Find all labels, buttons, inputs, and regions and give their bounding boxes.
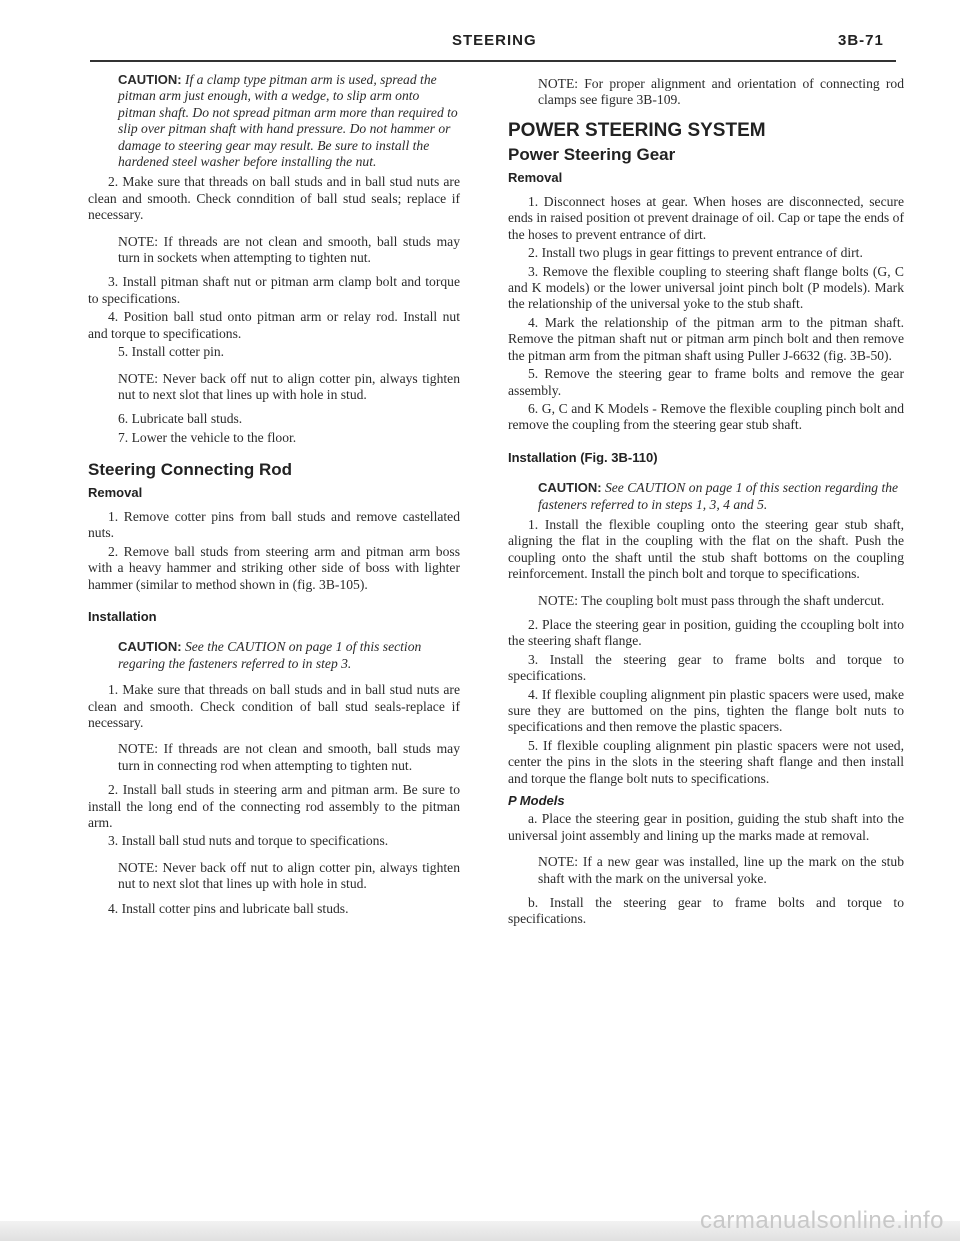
subsection-installation: Installation [88,608,157,624]
page-number: 3B-71 [838,32,884,49]
gear-installation-step-4: 4. If flexible coupling alignment pin plastic spacers were used, make sure they are buttomed on the pins, tighten the flange bolt nuts to specifications and then remove the plastic spacers. [508,686,904,735]
note-new-gear: NOTE: If a new gear was installed, line up the mark on the stub shaft with the mark on the universal yoke. [538,854,904,886]
note-cotter-pin-2: NOTE: Never back off nut to align cotter pin, always tighten nut to next slot that lines up with hole in stud. [118,859,460,892]
gear-installation-step-2: 2. Place the steering gear in position, guiding the ccoupling bolt into the steering shaft flange. [508,616,904,649]
right-column [508,72,904,930]
step-7-lower-vehicle: 7. Lower the vehicle to the floor. [118,429,297,445]
subsection-gear-installation: Installation (Fig. 3B-110) [508,449,658,465]
note-clamp-orientation: NOTE: For proper alignment and orientation of connecting rod clamps see figure 3B-109. [538,76,904,108]
removal-step-1: 1. Remove cotter pins from ball studs and remove castellated nuts. [88,508,460,541]
step-2-check-threads: 2. Make sure that threads on ball studs and in ball stud nuts are clean and smooth. Check conndition of ball stud seals; replace if necessary. [88,174,460,223]
gear-removal-step-5: 5. Remove the steering gear to frame bolts and remove the gear assembly. [508,366,904,398]
step-5-cotter-pin: 5. Install cotter pin. [118,344,225,360]
step-4-position-ball-stud: 4. Position ball stud onto pitman arm or relay rod. Install nut and torque to specifications. [88,309,460,341]
note-cotter-pin: NOTE: Never back off nut to align cotter pin, always tighten nut to next slot that lines up with hole in stud. [118,370,460,402]
note-threads: NOTE: If threads are not clean and smooth, ball studs may turn in sockets when attempting to tighten nut. [118,233,460,266]
left-column [88,72,460,919]
gear-removal-step-2: 2. Install two plugs in gear fittings to prevent entrance of dirt. [528,245,863,261]
watermark: carmanualsonline.info [700,1207,944,1234]
p-models-step-a: a. Place the steering gear in position, guiding the stub shaft into the universal joint assembly and lining up the marks made at removal. [508,811,904,843]
note-coupling-bolt: NOTE: The coupling bolt must pass through the shaft undercut. [538,592,885,608]
caution-clamp-pitman-arm: CAUTION: If a clamp type pitman arm is used, spread the pitman arm just enough, with a wedge, to slip arm onto pitman shaft. Do not spread pitman arm more than required to slip over pitman shaft with hand pressure. Do not hammer or damage to steering gear may result. Be sure to install the hardened steel washer before installing the nut. [118,72,458,170]
section-steering-connecting-rod: Steering Connecting Rod [88,460,292,480]
section-power-steering-gear: Power Steering Gear [508,145,676,165]
subsection-p-models: P Models [508,793,565,809]
page-header-title: STEERING [452,32,537,49]
subsection-gear-removal: Removal [508,169,563,185]
gear-removal-step-6: 6. G, C and K Models - Remove the flexible coupling pinch bolt and remove the coupling from the steering gear stub shaft. [508,400,904,433]
section-power-steering-system: POWER STEERING SYSTEM [508,119,766,141]
step-6-lubricate: 6. Lubricate ball studs. [118,411,243,427]
gear-installation-step-5: 5. If flexible coupling alignment pin plastic spacers were not used, center the pins in the slots in the steering shaft flange and then install and torque the flange bolt nuts to specifications. [508,737,904,786]
header-rule [90,60,896,62]
caution-see-page-1: CAUTION: See the CAUTION on page 1 of this section regaring the fasteners referred to in step 3. [118,639,422,671]
gear-removal-step-3: 3. Remove the flexible coupling to steering shaft flange bolts (G, C and K models) or the lower universal joint pinch bolt (P models). Mark the relationship of the universal yoke to the stub shaft. [508,263,904,312]
gear-installation-step-3: 3. Install the steering gear to frame bolts and torque to specifications. [508,651,904,684]
installation-step-3: 3. Install ball stud nuts and torque to specifications. [108,833,389,849]
gear-removal-step-4: 4. Mark the relationship of the pitman arm to the pitman shaft. Remove the pitman shaft nut or pitman arm pinch bolt and then remove the pitman arm from the pitman shaft using Puller J-6632 (fig. 3B-50). [508,314,904,363]
gear-installation-step-1: 1. Install the flexible coupling onto the steering gear stub shaft, aligning the flat in the coupling with the flat on the shaft. Push the coupling onto the shaft until the stub shaft bottoms on the coupling reinforcement. Install the pinch bolt and torque to specifications. [508,516,904,582]
step-3-install-nut: 3. Install pitman shaft nut or pitman arm clamp bolt and torque to specifications. [88,274,460,306]
installation-step-1: 1. Make sure that threads on ball studs and in ball stud nuts are clean and smooth. Check condition of ball stud seals-replace if necessary. [88,682,460,730]
p-models-step-b: b. Install the steering gear to frame bolts and torque to specifications. [508,895,904,927]
installation-step-4: 4. Install cotter pins and lubricate ball studs. [108,900,349,916]
subsection-removal: Removal [88,484,143,500]
note-threads-rod: NOTE: If threads are not clean and smooth, ball studs may turn in connecting rod when attempting to tighten nut. [118,741,460,773]
installation-step-2: 2. Install ball studs in steering arm and pitman arm. Be sure to install the long end of the connecting rod assembly to the pitman arm. [88,782,460,831]
removal-step-2: 2. Remove ball studs from steering arm and pitman arm boss with a heavy hammer and striking other side of boss with lighter hammer (similar to method shown in (fig. 3B-105). [88,543,460,592]
gear-removal-step-1: 1. Disconnect hoses at gear. When hoses are disconnected, secure ends in raised position ot prevent drainage of oil. Cap or tape the ends of the hoses to prevent entrance of dirt. [508,194,904,242]
caution-gear-fasteners: CAUTION: See CAUTION on page 1 of this section regarding the fasteners referred to in steps 1, 3, 4 and 5. [538,480,899,512]
